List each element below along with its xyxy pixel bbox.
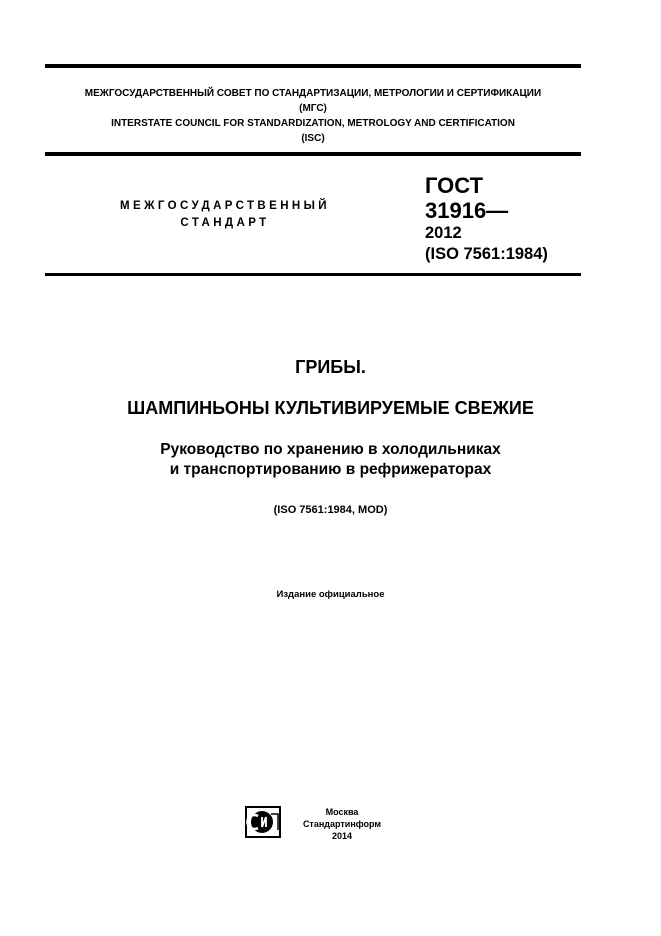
council-block (45, 86, 581, 146)
imprint (296, 806, 388, 842)
subtitle-line1: Руководство по хранению в холодильниках (160, 441, 501, 458)
edition-note: Издание официальное (276, 589, 385, 600)
iso-mod: (ISO 7561:1984, MOD) (273, 504, 388, 516)
imprint-year: 2014 (331, 831, 353, 841)
gost-iso-ref: (ISO 7561:1984) (425, 245, 548, 263)
gost-year: 2012 (425, 224, 462, 242)
top-rule (45, 64, 581, 68)
council-en-abbr: (ISC) (301, 133, 325, 144)
council-ru-abbr: (МГС) (299, 103, 327, 114)
gost-designation (425, 173, 548, 265)
imprint-publisher: Стандартинформ (302, 819, 382, 829)
standard-label-line2: СТАНДАРТ (180, 217, 270, 229)
title-main: ГРИБЫ. (295, 357, 366, 377)
council-ru: МЕЖГОСУДАРСТВЕННЫЙ СОВЕТ ПО СТАНДАРТИЗАЦИИ, МЕТРОЛОГИИ И СЕРТИФИКАЦИИ (84, 88, 542, 99)
title-product: ШАМПИНЬОНЫ КУЛЬТИВИРУЕМЫЕ СВЕЖИЕ (127, 398, 534, 418)
designation-rule (45, 273, 581, 276)
standard-label-line1: МЕЖГОСУДАРСТВЕННЫЙ (120, 200, 330, 212)
council-en: INTERSTATE COUNCIL FOR STANDARDIZATION, METROLOGY AND CERTIFICATION (111, 118, 515, 129)
gost-number: 31916— (425, 198, 509, 223)
subtitle-line2: и транспортированию в рефрижераторах (169, 461, 492, 478)
imprint-city: Москва (325, 807, 359, 817)
standard-label (90, 198, 360, 232)
council-rule (45, 152, 581, 156)
gost-label: ГОСТ (425, 173, 484, 198)
standartinform-logo-icon (245, 806, 281, 838)
title-subtitle (0, 440, 661, 480)
